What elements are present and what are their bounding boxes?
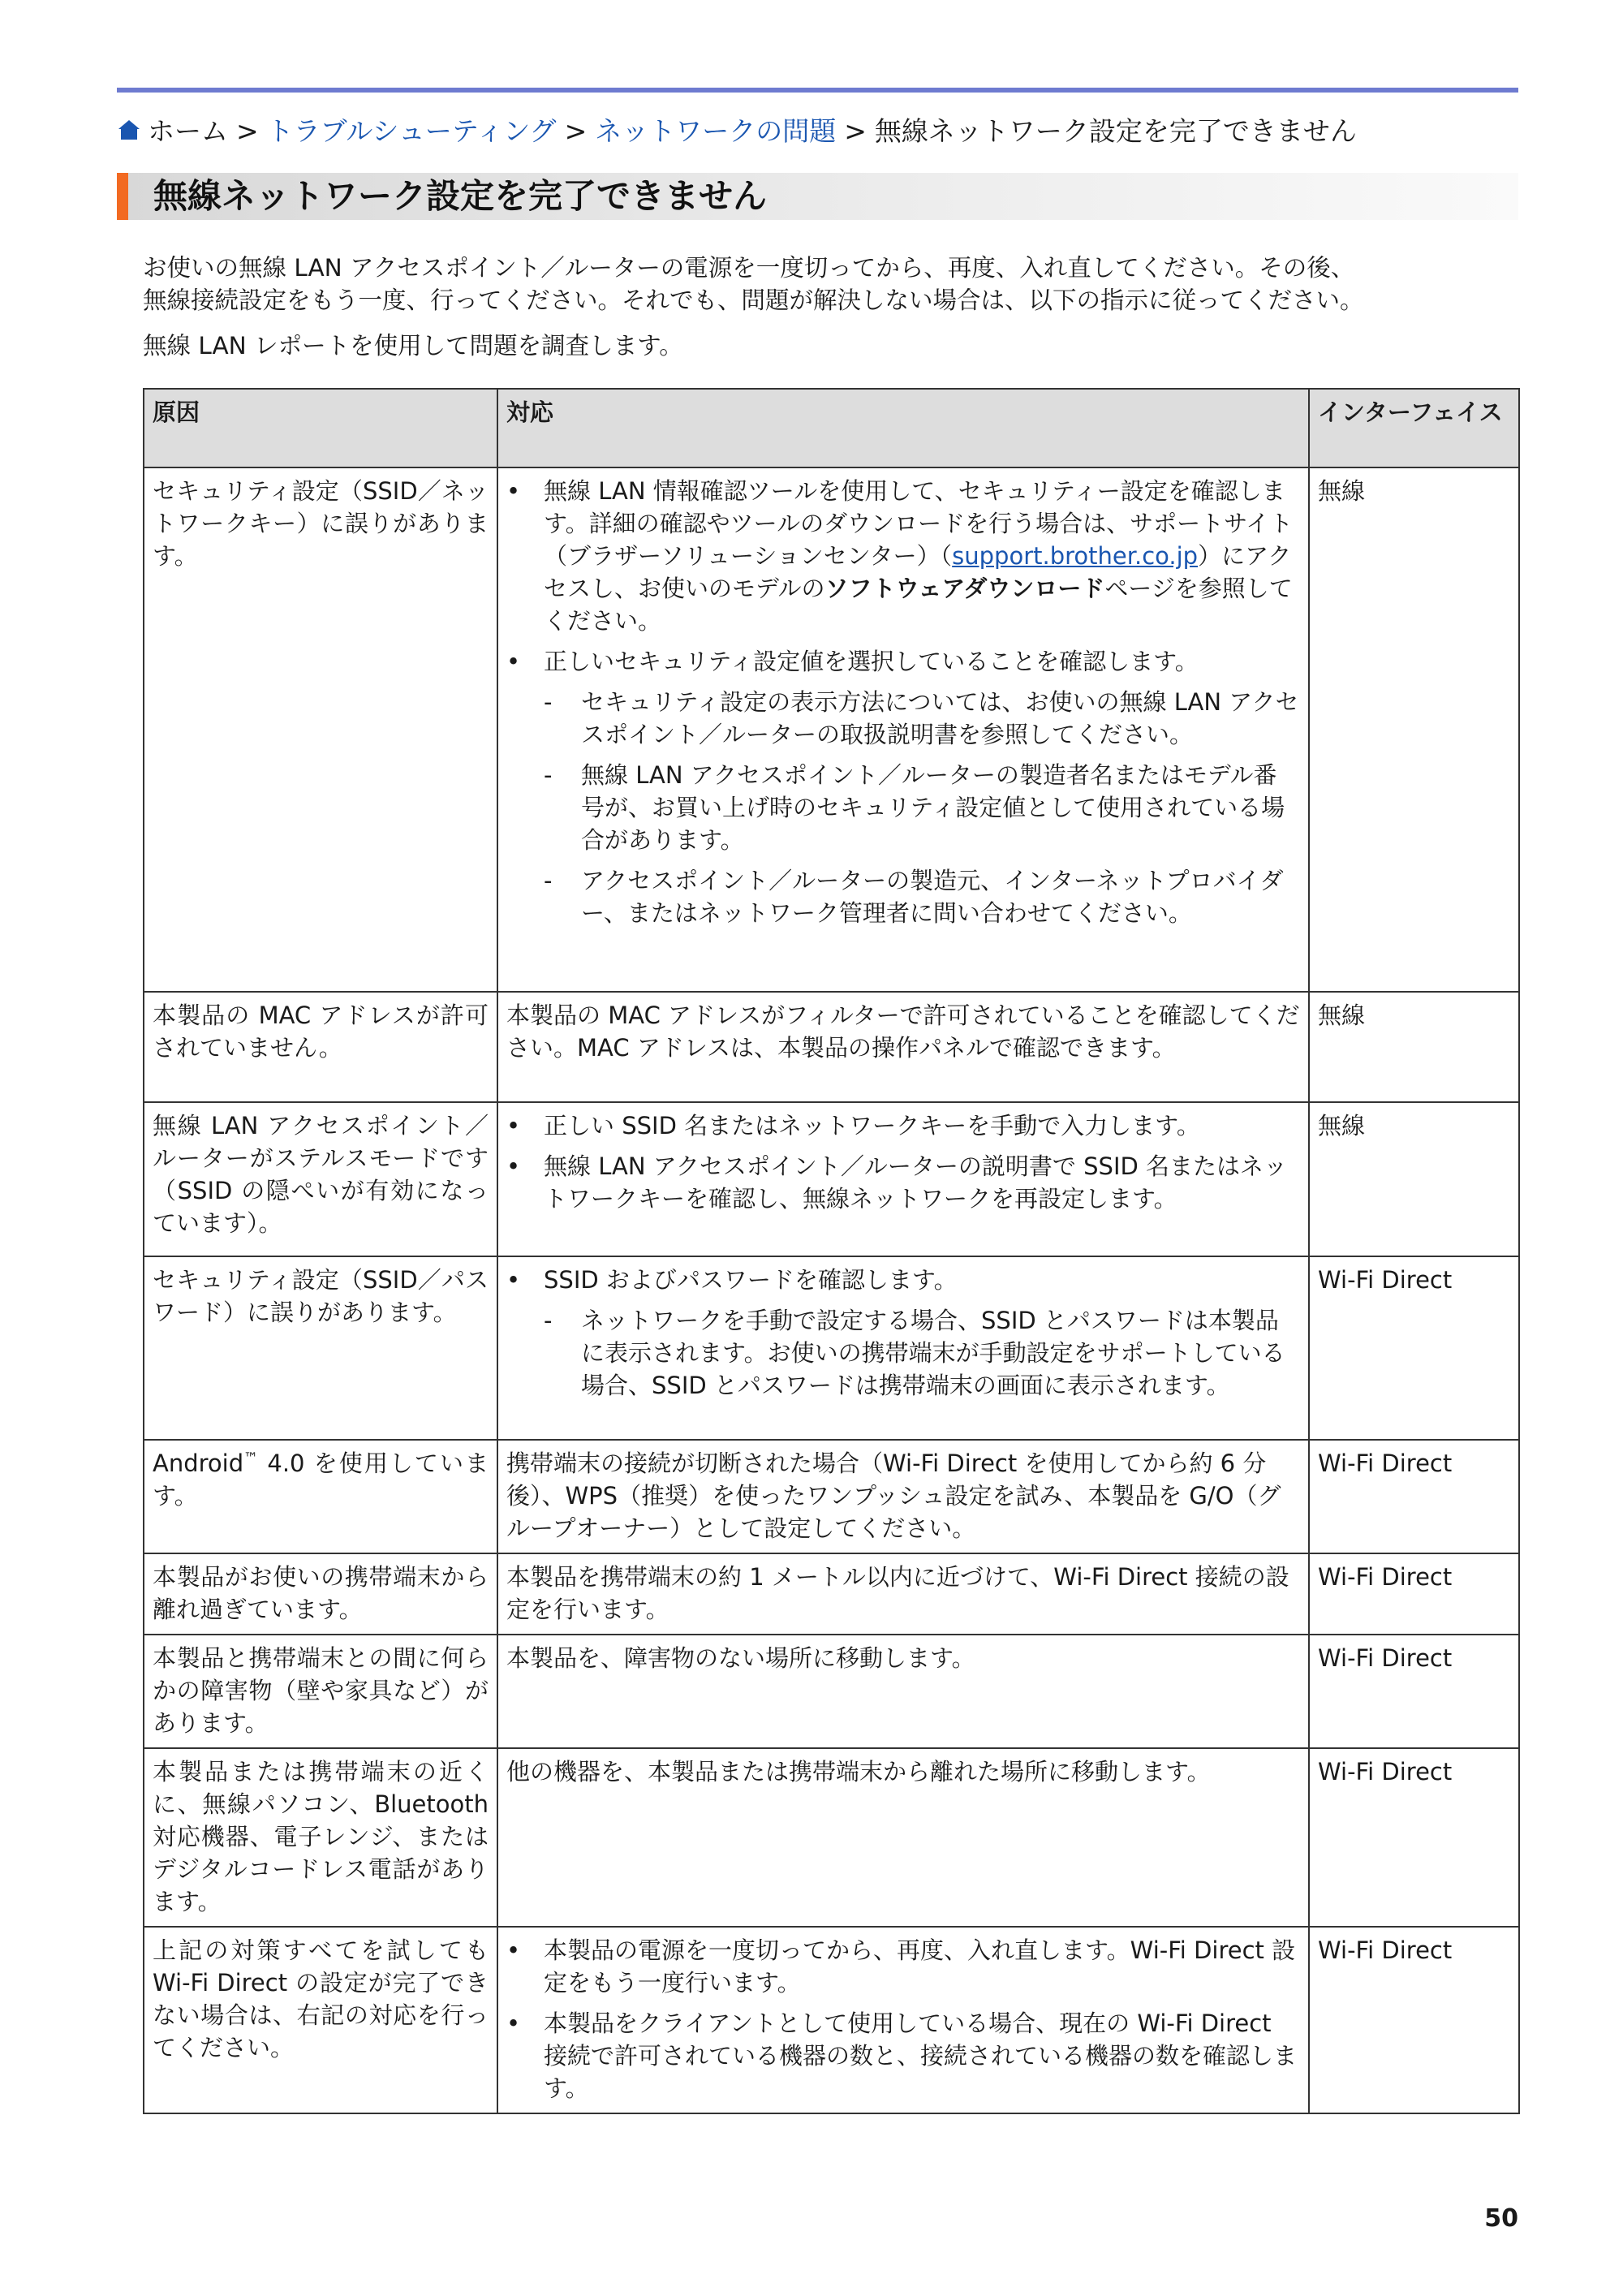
bullet-text: ）にアクセスし、お使いのモデルの <box>544 542 1292 602</box>
breadcrumb-separator: > <box>236 115 259 147</box>
troubleshooting-table <box>143 388 1520 2114</box>
trademark-symbol: ™ <box>243 1450 259 1467</box>
support-site-link[interactable]: support.brother.co.jp <box>952 542 1199 570</box>
bullet-icon: • <box>506 1266 521 1294</box>
dash-icon: - <box>544 761 553 789</box>
intro-paragraph <box>143 252 1518 317</box>
top-rule <box>117 88 1518 93</box>
cell-action <box>497 1256 1309 1440</box>
cell-action <box>497 467 1309 992</box>
bullet-text: ページを参照してください。 <box>544 575 1293 635</box>
action-bullet <box>506 2007 1300 2104</box>
cell-interface: Wi-Fi Direct <box>1309 1635 1519 1748</box>
cell-interface: Wi-Fi Direct <box>1309 1927 1519 2113</box>
cell-cause: セキュリティ設定（SSID／ネットワークキー）に誤りがあります。 <box>144 467 497 992</box>
bullet-text: 正しいセキュリティ設定値を選択していることを確認します。 <box>544 648 1199 675</box>
cell-action: 本製品の MAC アドレスがフィルターで許可されていることを確認してください。MAC アドレスは、本製品の操作パネルで確認できます。 <box>497 992 1309 1102</box>
title-accent <box>117 173 128 220</box>
action-bullet <box>506 475 1300 637</box>
intro-line-3: 無線 LAN レポートを使用して問題を調査します。 <box>143 332 683 360</box>
header-cause: 原因 <box>144 389 497 467</box>
cause-text: Android <box>153 1450 244 1477</box>
cell-cause: 無線 LAN アクセスポイント／ルーターがステルスモードです（SSID の隠ぺいが有効になっています）。 <box>144 1102 497 1256</box>
cell-action: 他の機器を、本製品または携帯端末から離れた場所に移動します。 <box>497 1748 1309 1927</box>
action-bullet <box>506 1934 1300 1999</box>
bullet-icon: • <box>506 1112 521 1139</box>
cell-cause: 本製品の MAC アドレスが許可されていません。 <box>144 992 497 1102</box>
table-header-row <box>144 389 1519 467</box>
intro-line-1: お使いの無線 LAN アクセスポイント／ルーターの電源を一度切ってから、再度、入れ直してください。その後、 <box>143 254 1355 282</box>
sub-item-text: 無線 LAN アクセスポイント／ルーターの製造者名またはモデル番号が、お買い上げ時のセキュリティ設定値として使用されている場合があります。 <box>581 761 1285 854</box>
bullet-text: 無線 LAN アクセスポイント／ルーターの説明書で SSID 名またはネットワークキーを確認し、無線ネットワークを再設定します。 <box>544 1152 1288 1213</box>
bullet-text: 本製品の電源を一度切ってから、再度、入れ直します。Wi-Fi Direct 設定をもう一度行います。 <box>544 1936 1296 1997</box>
breadcrumb-separator: > <box>844 115 867 147</box>
table-row <box>144 1256 1519 1440</box>
cell-interface: 無線 <box>1309 1102 1519 1256</box>
action-bullet <box>506 1150 1300 1215</box>
table-row <box>144 1553 1519 1635</box>
intro-note <box>143 330 1518 362</box>
breadcrumb-link-troubleshooting[interactable]: トラブルシューティング <box>266 115 557 147</box>
intro-line-2: 無線接続設定をもう一度、行ってください。それでも、問題が解決しない場合は、以下の指示に従ってください。 <box>143 286 1364 314</box>
bullet-icon: • <box>506 648 521 675</box>
bullet-icon: • <box>506 2010 521 2037</box>
table-row <box>144 1440 1519 1553</box>
breadcrumb-separator: > <box>564 115 588 147</box>
bullet-icon: • <box>506 477 521 505</box>
cell-interface: Wi-Fi Direct <box>1309 1553 1519 1635</box>
title-bar <box>117 173 1518 220</box>
cell-interface: 無線 <box>1309 992 1519 1102</box>
sub-item-text: アクセスポイント／ルーターの製造元、インターネットプロバイダー、またはネットワーク管理者に問い合わせてください。 <box>581 867 1284 927</box>
bullet-icon: • <box>506 1936 521 1964</box>
cell-interface: 無線 <box>1309 467 1519 992</box>
software-download-label: ソフトウェアダウンロード <box>824 575 1105 602</box>
page-title: 無線ネットワーク設定を完了できません <box>153 176 768 216</box>
cell-interface: Wi-Fi Direct <box>1309 1440 1519 1553</box>
cell-interface: Wi-Fi Direct <box>1309 1256 1519 1440</box>
table-row <box>144 992 1519 1102</box>
bullet-icon: • <box>506 1152 521 1180</box>
breadcrumb-current: 無線ネットワーク設定を完了できません <box>874 115 1357 147</box>
cell-cause: セキュリティ設定（SSID／パスワード）に誤りがあります。 <box>144 1256 497 1440</box>
cell-cause: 本製品と携帯端末との間に何らかの障害物（壁や家具など）があります。 <box>144 1635 497 1748</box>
sub-item-text: セキュリティ設定の表示方法については、お使いの無線 LAN アクセスポイント／ルーターの取扱説明書を参照してください。 <box>581 688 1299 748</box>
cell-action: 本製品を、障害物のない場所に移動します。 <box>497 1635 1309 1748</box>
cell-action: 携帯端末の接続が切断された場合（Wi-Fi Direct を使用してから約 6 分後）、WPS（推奨）を使ったワンプッシュ設定を試み、本製品を G/O（グループオーナー）として設定してください。 <box>497 1440 1309 1553</box>
action-sub-item <box>544 759 1300 856</box>
bullet-text: 本製品をクライアントとして使用している場合、現在の Wi-Fi Direct 接続で許可されている機器の数と、接続されている機器の数を確認します。 <box>544 2010 1298 2102</box>
cell-action <box>497 1102 1309 1256</box>
action-sub-item <box>544 686 1300 751</box>
cell-cause: 本製品または携帯端末の近くに、無線パソコン、Bluetooth 対応機器、電子レンジ、またはデジタルコードレス電話があります。 <box>144 1748 497 1927</box>
cell-interface: Wi-Fi Direct <box>1309 1748 1519 1927</box>
cause-text: 4.0 を使用しています。 <box>153 1450 489 1510</box>
breadcrumb-home[interactable]: ホーム <box>148 115 228 147</box>
cell-cause: 上記の対策すべてを試しても Wi-Fi Direct の設定が完了できない場合は、右記の対応を行ってください。 <box>144 1927 497 2113</box>
sub-item-text: ネットワークを手動で設定する場合、SSID とパスワードは本製品に表示されます。お使いの携帯端末が手動設定をサポートしている場合、SSID とパスワードは携帯端末の画面に表示されます。 <box>581 1307 1285 1399</box>
header-action: 対応 <box>497 389 1309 467</box>
page-number: 50 <box>1484 2204 1518 2233</box>
table-row <box>144 1748 1519 1927</box>
home-icon[interactable] <box>117 118 141 142</box>
table-row <box>144 1635 1519 1748</box>
cell-cause <box>144 1440 497 1553</box>
table-row <box>144 1102 1519 1256</box>
action-bullet <box>506 1109 1300 1142</box>
breadcrumb-link-network-problems[interactable]: ネットワークの問題 <box>595 115 837 147</box>
cell-action: 本製品を携帯端末の約 1 メートル以内に近づけて、Wi-Fi Direct 接続の設定を行います。 <box>497 1553 1309 1635</box>
action-bullet <box>506 645 1300 929</box>
dash-icon: - <box>544 867 553 894</box>
dash-icon: - <box>544 1307 553 1334</box>
cell-action <box>497 1927 1309 2113</box>
bullet-text: 無線 LAN 情報確認ツールを使用して、セキュリティー設定を確認します。詳細の確認やツールのダウンロードを行う場合は、サポートサイト（ブラザーソリューションセンター）（ <box>544 477 1294 570</box>
action-sub-item <box>544 1304 1300 1402</box>
dash-icon: - <box>544 688 553 716</box>
action-sub-item <box>544 864 1300 929</box>
bullet-text: SSID およびパスワードを確認します。 <box>544 1266 958 1294</box>
header-interface: インターフェイス <box>1309 389 1519 467</box>
bullet-text: 正しい SSID 名またはネットワークキーを手動で入力します。 <box>544 1112 1200 1139</box>
table-row <box>144 1927 1519 2113</box>
action-bullet <box>506 1264 1300 1402</box>
cell-cause: 本製品がお使いの携帯端末から離れ過ぎています。 <box>144 1553 497 1635</box>
breadcrumb <box>117 114 1357 149</box>
table-row <box>144 467 1519 992</box>
